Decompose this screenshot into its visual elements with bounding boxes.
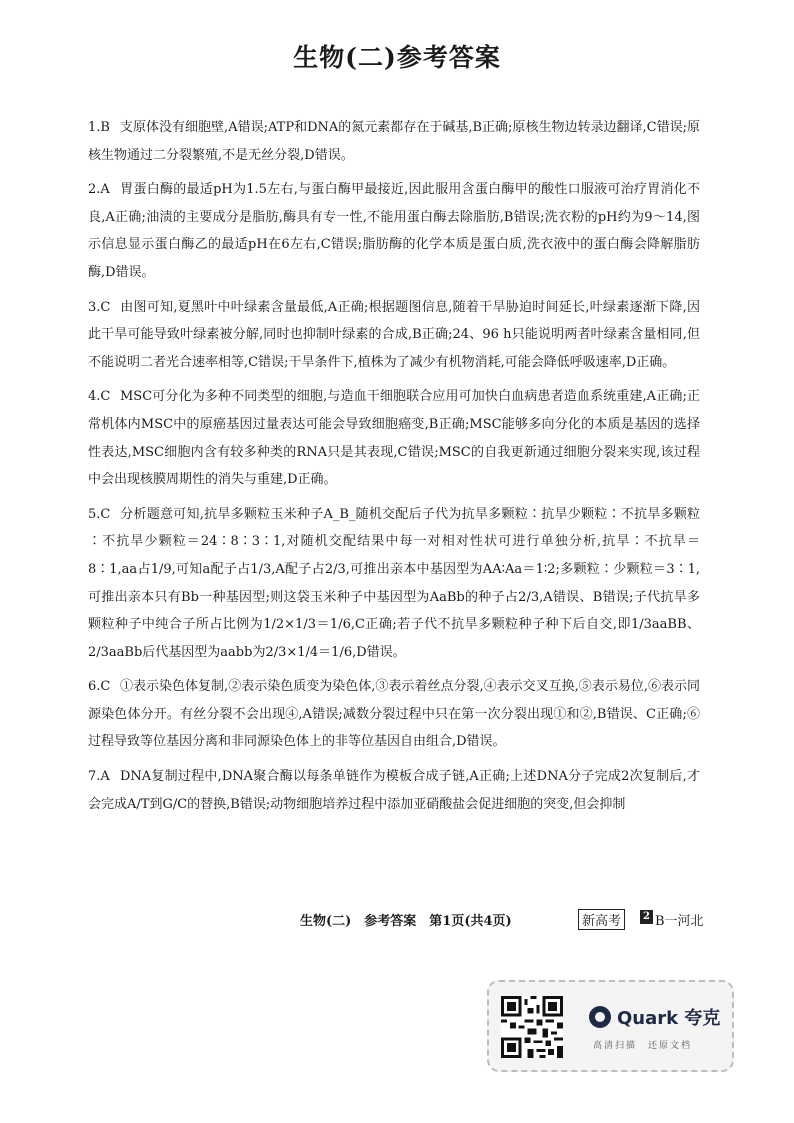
answer-number: 7.A	[88, 769, 110, 785]
page-footer	[300, 910, 720, 929]
answer-text: 支原体没有细胞壁,A错误;ATP和DNA的氮元素都存在于碱基,B正确;原核生物边转录边翻译,C错误;原核生物通过二分裂繁殖,不是无丝分裂,D错误。	[88, 120, 700, 163]
answer-item	[88, 176, 700, 286]
answer-item	[88, 763, 700, 818]
answer-text: DNA复制过程中,DNA聚合酶以每条单链作为模板合成子链,A正确;上述DNA分子完成2次复制后,才会完成A/T到G/C的替换,B错误;动物细胞培养过程中添加亚硝酸盐会促进细胞的突变,但会抑制	[88, 769, 700, 812]
answer-list	[88, 114, 700, 825]
answer-number: 2.A	[88, 182, 110, 198]
answer-item	[88, 114, 700, 169]
qr-code-icon	[501, 996, 563, 1058]
answer-text: 分析题意可知,抗旱多颗粒玉米种子A_B_随机交配后子代为抗旱多颗粒∶抗旱少颗粒∶不抗旱多颗粒∶不抗旱少颗粒＝24∶8∶3∶1,对随机交配结果中每一对相对性状可进行单独分析,抗旱∶不抗旱＝8∶1,aa占1/9,可知a配子占1/3,A配子占2/3,可推出亲本中基因型为AA∶Aa＝1∶2;多颗粒∶少颗粒＝3∶1,可推出亲本只有Bb一种基因型;则这袋玉米种子中基因型为AaBb的种子占2/3,A错误、B错误;子代抗旱多颗粒种子中纯合子所占比例为1/2×1/3＝1/6,C正确;若子代不抗旱多颗粒种子种下后自交,即1/3aaBB、2/3aaBb后代基因型为aabb为2/3×1/4＝1/6,D错误。	[88, 506, 700, 660]
answer-text: MSC可分化为多种不同类型的细胞,与造血干细胞联合应用可加快白血病患者造血系统重建,A正确;正常机体内MSC中的原癌基因过量表达可能会导致细胞癌变,B正确;MSC能够多向分化的本质是基因的选择性表达,MSC细胞内含有较多种类的RNA只是其表现,C错误;MSC的自我更新通过细胞分裂来实现,该过程中会出现核膜周期性的消失与重建,D正确。	[88, 389, 700, 488]
answer-item	[88, 294, 700, 377]
exam-tag: 新高考	[578, 909, 625, 930]
quark-slogan: 高清扫描 还原文档	[593, 1041, 693, 1051]
answer-number: 5.C	[88, 506, 111, 522]
answer-item	[88, 673, 700, 756]
answer-number: 1.B	[88, 120, 110, 135]
answer-number: 4.C	[88, 389, 111, 405]
answer-item	[88, 501, 700, 667]
answer-number: 6.C	[88, 679, 111, 695]
page-title: 生物(二)参考答案	[293, 43, 501, 72]
quark-watermark	[487, 980, 734, 1072]
region-label: B一河北	[655, 914, 704, 929]
answer-text: 由图可知,夏黑叶中叶绿素含量最低,A正确;根据题图信息,随着干旱胁迫时间延长,叶绿素逐渐下降,因此干旱可能导致叶绿素被分解,同时也抑制叶绿素的合成,B正确;24、96 h只能说明两者叶绿素含量相同,但不能说明二者光合速率相等,C错误;干旱条件下,植株为了减少有机物消耗,可能会降低呼吸速率,D正确。	[88, 299, 700, 370]
answer-number: 3.C	[88, 299, 111, 315]
footer-text: 生物(二) 参考答案 第1页(共4页)	[300, 914, 512, 929]
quark-logo-icon	[589, 1006, 611, 1028]
answer-text: 胃蛋白酶的最适pH为1.5左右,与蛋白酶甲最接近,因此服用含蛋白酶甲的酸性口服液可治疗胃消化不良,A正确;油渍的主要成分是脂肪,酶具有专一性,不能用蛋白酶去除脂肪,B错误;洗衣粉的pH约为9～14,图示信息显示蛋白酶乙的最适pH在6左右,C错误;脂肪酶的化学本质是蛋白质,洗衣液中的蛋白酶会降解脂肪酶,D错误。	[88, 182, 700, 280]
quark-brand: Quark 夸克	[617, 1008, 721, 1029]
version-badge: 2	[640, 910, 653, 924]
answer-text: ①表示染色体复制,②表示染色质变为染色体,③表示着丝点分裂,④表示交叉互换,⑤表示易位,⑥表示同源染色体分开。有丝分裂不会出现④,A错误;减数分裂过程中只在第一次分裂出现①和②,B错误、C正确;⑥过程导致等位基因分离和非同源染色体上的非等位基因自由组合,D错误。	[88, 679, 700, 750]
answer-item	[88, 383, 700, 493]
